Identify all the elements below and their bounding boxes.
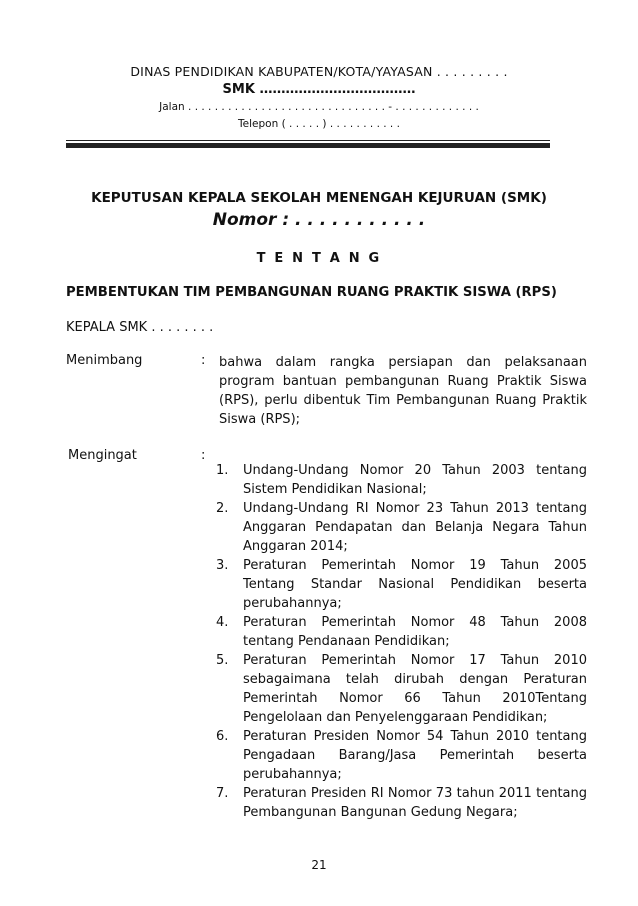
decree-subject: PEMBENTUKAN TIM PEMBANGUNAN RUANG PRAKTIK SISWA (RPS) <box>66 285 557 300</box>
list-item-number: 5. <box>216 653 229 668</box>
list-item-text: Peraturan Presiden Nomor 54 Tahun 2010 tentang Pengadaan Barang/Jasa Pemerintah beserta perubahannya; <box>243 729 587 782</box>
menimbang-colon: : <box>201 353 206 368</box>
list-item-number: 6. <box>216 729 229 744</box>
list-item <box>216 613 587 651</box>
list-item-text: Peraturan Pemerintah Nomor 19 Tahun 2005 Tentang Standar Nasional Pendidikan beserta perubahannya; <box>243 558 587 611</box>
menimbang-label: Menimbang <box>66 353 143 368</box>
list-item <box>216 556 587 613</box>
list-item-text: Peraturan Presiden RI Nomor 73 tahun 2011 tentang Pembangunan Bangunan Gedung Negara; <box>243 786 587 820</box>
letterhead-agency: DINAS PENDIDIKAN KABUPATEN/KOTA/YAYASAN . . . . . . . . . <box>130 64 508 79</box>
list-item <box>216 784 587 822</box>
mengingat-label: Mengingat <box>68 448 137 463</box>
decree-title: KEPUTUSAN KEPALA SEKOLAH MENENGAH KEJURUAN (SMK) <box>91 190 547 206</box>
list-item-text: Undang-Undang Nomor 20 Tahun 2003 tentang Sistem Pendidikan Nasional; <box>243 463 587 497</box>
mengingat-list <box>216 461 587 822</box>
list-item-number: 1. <box>216 463 229 478</box>
page-number: 21 <box>311 858 327 872</box>
letterhead-phone: Telepon ( . . . . . ) . . . . . . . . . . . <box>238 118 400 130</box>
mengingat-colon: : <box>201 448 206 463</box>
list-item <box>216 499 587 556</box>
issuer-line: KEPALA SMK . . . . . . . . <box>66 320 214 335</box>
list-item <box>216 461 587 499</box>
list-item-number: 7. <box>216 786 229 801</box>
decree-number: Nomor : . . . . . . . . . . . <box>212 210 426 230</box>
list-item-text: Peraturan Pemerintah Nomor 48 Tahun 2008 tentang Pendanaan Pendidikan; <box>243 615 587 649</box>
list-item-text: Undang-Undang RI Nomor 23 Tahun 2013 tentang Anggaran Pendapatan dan Belanja Negara Tahun Anggaran 2014; <box>243 501 587 554</box>
letterhead-rule-thin <box>66 140 550 141</box>
letterhead-address: Jalan . . . . . . . . . . . . . . . . . . . . . . . . . . . . . . - . . . . . . . . . . . . . <box>159 101 479 113</box>
menimbang-text: bahwa dalam rangka persiapan dan pelaksanaan program bantuan pembangunan Ruang Praktik Siswa (RPS), perlu dibentuk Tim Pembangunan Ruang Praktik Siswa (RPS); <box>219 355 587 427</box>
list-item-number: 3. <box>216 558 229 573</box>
decree-about: T E N T A N G <box>256 251 382 266</box>
list-item-number: 2. <box>216 501 229 516</box>
list-item-text: Peraturan Pemerintah Nomor 17 Tahun 2010 sebagaimana telah dirubah dengan Peraturan Pemerintah Nomor 66 Tahun 2010Tentang Pengelolaan dan Penyelenggaraan Pendidikan; <box>243 653 587 725</box>
letterhead-rule-thick <box>66 143 550 148</box>
list-item <box>216 727 587 784</box>
list-item-number: 4. <box>216 615 229 630</box>
letterhead-school: SMK ……………………………… <box>222 82 416 97</box>
list-item <box>216 651 587 727</box>
